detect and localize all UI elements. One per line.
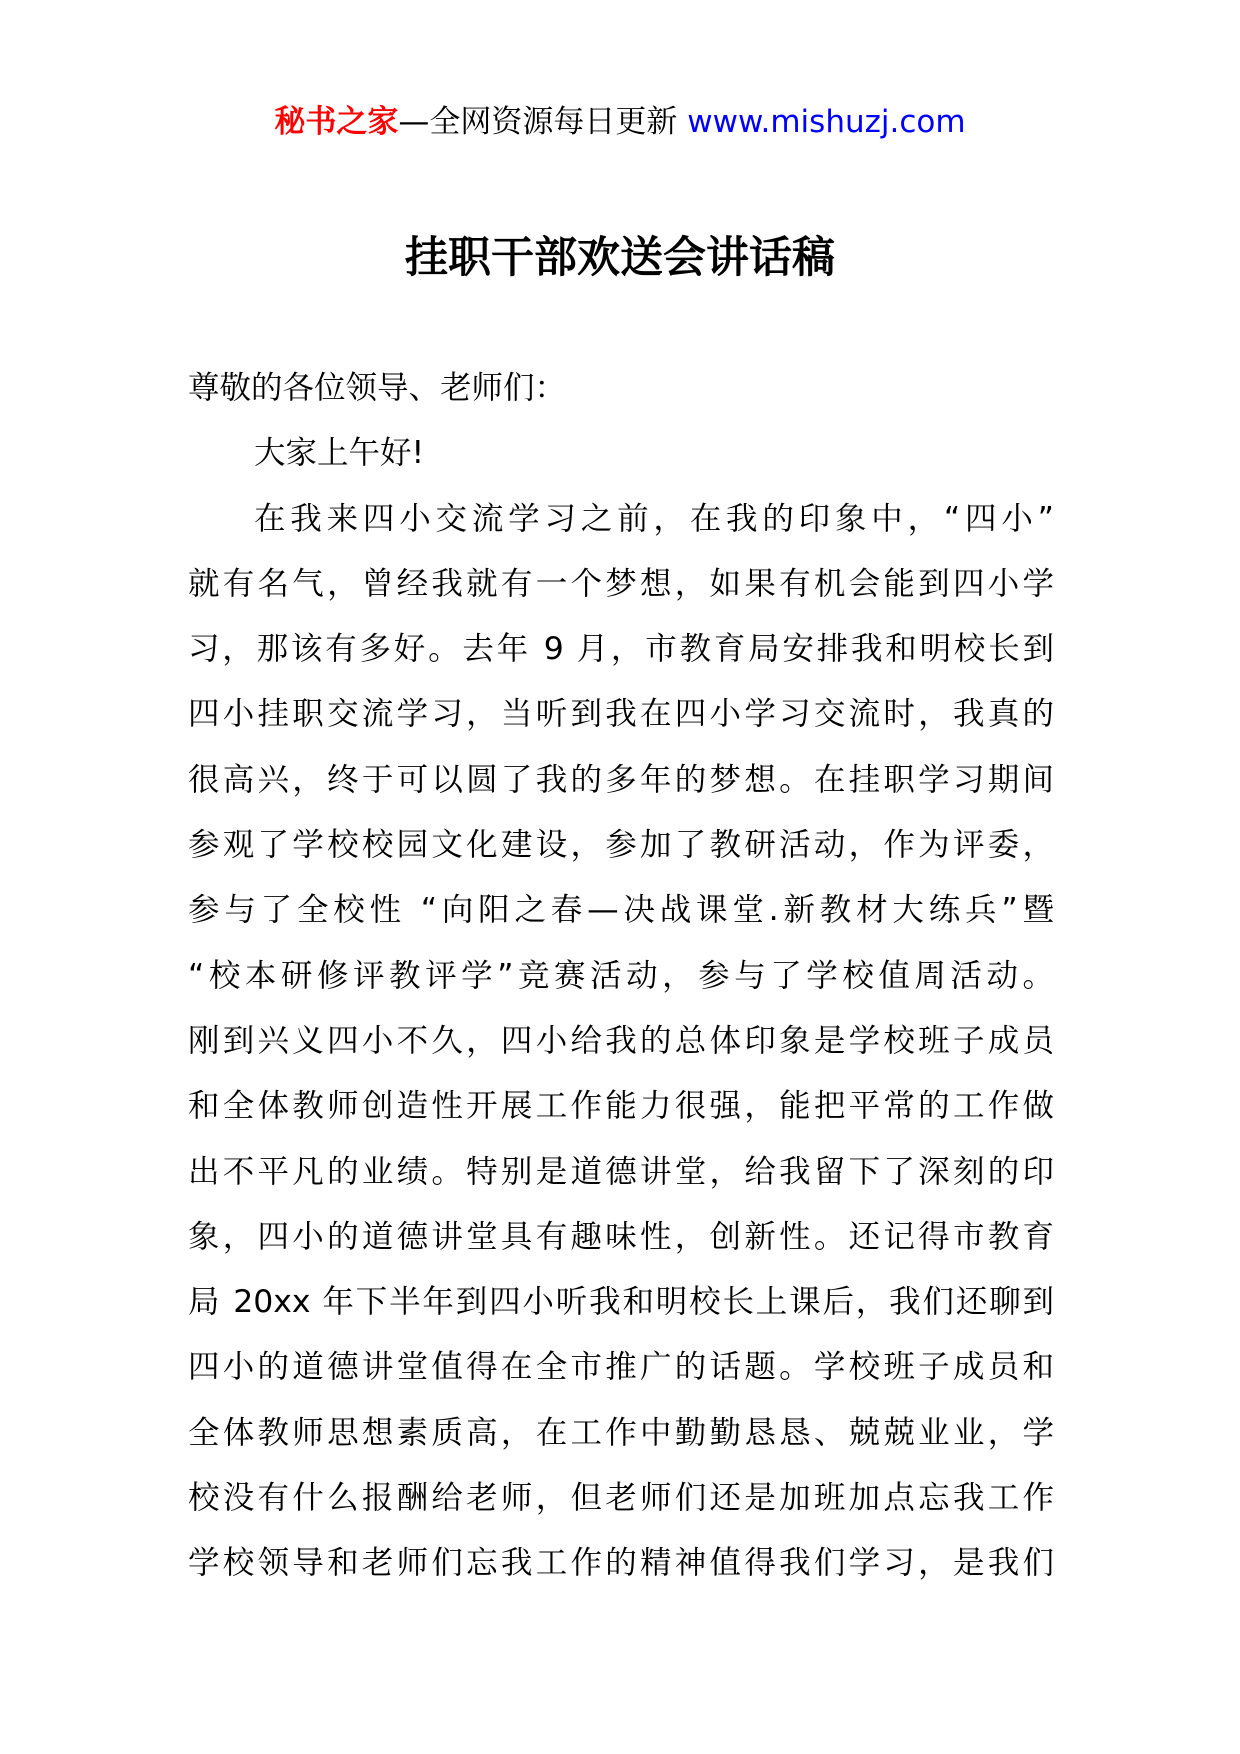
body-line: 局 20xx 年下半年到四小听我和明校长上课后，我们还聊到 (188, 1284, 1054, 1321)
header-tagline: —全网资源每日更新 (398, 104, 678, 140)
body-line: 和全体教师创造性开展工作能力很强，能把平常的工作做 (188, 1088, 1054, 1125)
body-line: 很高兴，终于可以圆了我的多年的梦想。在挂职学习期间 (188, 761, 1054, 798)
body-line: 参与了全校性 “向阳之春—决战课堂.新教材大练兵”暨 (188, 892, 1054, 929)
body-line: 在我来四小交流学习之前，在我的印象中，“四小” (254, 500, 1054, 537)
body-line: 象，四小的道德讲堂具有趣味性，创新性。还记得市教育 (188, 1218, 1054, 1255)
salutation-line: 尊敬的各位领导、老师们： (188, 370, 567, 406)
site-header (0, 100, 1240, 144)
body-line: 校没有什么报酬给老师，但老师们还是加班加点忘我工作 (188, 1480, 1054, 1517)
body-line: 参观了学校校园文化建设，参加了教研活动，作为评委， (188, 827, 1054, 864)
body-line: “校本研修评教评学”竞赛活动，参与了学校值周活动。 (188, 957, 1054, 994)
body-line: 出不平凡的业绩。特别是道德讲堂，给我留下了深刻的印 (188, 1153, 1054, 1190)
document-body (188, 356, 1054, 1597)
body-line: 就有名气，曾经我就有一个梦想，如果有机会能到四小学 (188, 565, 1054, 602)
body-line: 四小挂职交流学习，当听到我在四小学习交流时，我真的 (188, 696, 1054, 733)
body-line: 学校领导和老师们忘我工作的精神值得我们学习，是我们 (188, 1545, 1054, 1582)
body-line: 四小的道德讲堂值得在全市推广的话题。学校班子成员和 (188, 1349, 1054, 1386)
body-line: 刚到兴义四小不久，四小给我的总体印象是学校班子成员 (188, 1022, 1054, 1059)
body-line: 全体教师思想素质高，在工作中勤勤恳恳、兢兢业业，学 (188, 1414, 1054, 1451)
site-url-link[interactable]: www.mishuzj.com (687, 104, 966, 140)
body-line: 习，那该有多好。去年 9 月，市教育局安排我和明校长到 (188, 631, 1054, 668)
greeting-line: 大家上午好! (254, 435, 425, 472)
brand-name: 秘书之家 (274, 104, 399, 140)
document-title: 挂职干部欢送会讲话稿 (405, 233, 835, 283)
